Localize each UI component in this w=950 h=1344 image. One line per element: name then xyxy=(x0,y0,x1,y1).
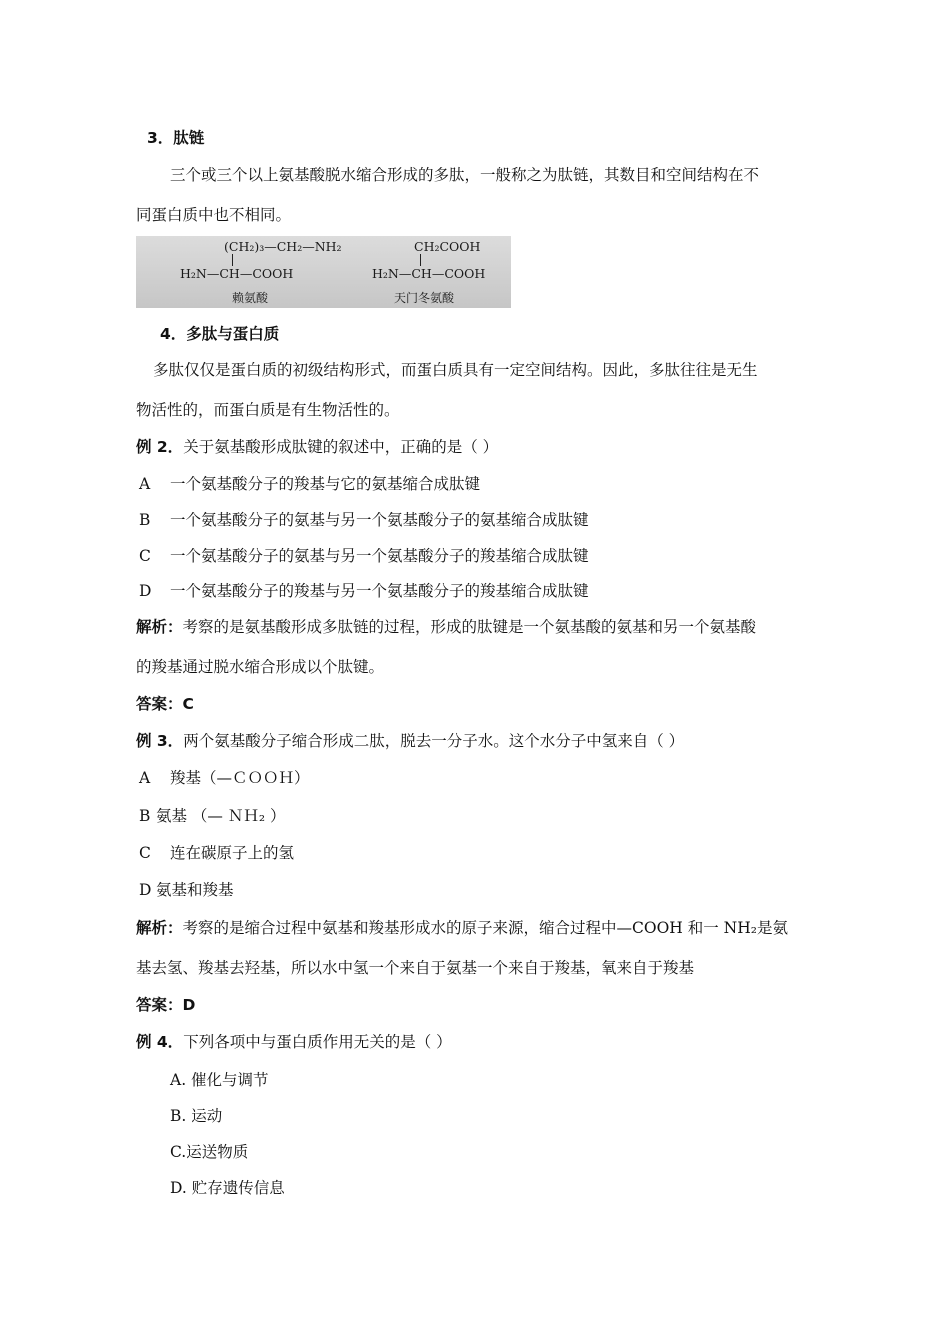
amino-acid-structures-figure xyxy=(136,236,511,308)
aspartate-name: 天门冬氨酸 xyxy=(394,291,455,305)
example-2-answer xyxy=(136,694,194,714)
section-3-paragraph-line-2: 同蛋白质中也不相同。 xyxy=(136,206,292,224)
example-2-question-text: 关于氨基酸形成肽键的叙述中，正确的是（ ） xyxy=(183,438,499,456)
option-letter: D xyxy=(139,582,152,600)
example-3-analysis-line-2: 基去氢、羧基去羟基，所以水中氢一个来自于氨基一个来自于羧基，氧来自于羧基 xyxy=(136,959,695,977)
aspartate-bond-line xyxy=(420,254,421,266)
example-4-option-c: C.运送物质 xyxy=(170,1143,249,1161)
option-text: 羧基（—ＣＯＯＨ） xyxy=(170,769,310,787)
answer-value: D xyxy=(182,996,196,1014)
example-4-option-d: D. 贮存遗传信息 xyxy=(170,1179,285,1197)
section-4-paragraph-line-2: 物活性的，而蛋白质是有生物活性的。 xyxy=(136,401,400,419)
example-3-analysis-line-1 xyxy=(136,918,788,938)
example-2-analysis-line-2: 的羧基通过脱水缩合形成以个肽键。 xyxy=(136,658,385,676)
example-3-question-text: 两个氨基酸分子缩合形成二肽，脱去一分子水。这个水分子中氢来自（ ） xyxy=(183,732,685,750)
option-text: 一个氨基酸分子的氨基与另一个氨基酸分子的氨基缩合成肽键 xyxy=(170,511,589,529)
option-text: 连在碳原子上的氢 xyxy=(170,844,295,862)
example-3-question xyxy=(136,731,684,751)
example-3-option-d xyxy=(139,880,234,900)
option-letter: B xyxy=(139,807,151,825)
example-4-question-text: 下列各项中与蛋白质作用无关的是（ ） xyxy=(183,1033,452,1051)
option-letter: C xyxy=(139,547,151,565)
answer-label: 答案： xyxy=(136,996,183,1014)
lysine-backbone: H₂N—CH—COOH xyxy=(180,266,294,281)
lysine-side-chain: (CH₂)₃—CH₂—NH₂ xyxy=(224,239,342,254)
option-letter: C xyxy=(139,844,151,862)
example-3-option-a xyxy=(139,768,310,788)
option-letter: D xyxy=(139,881,152,899)
example-2-question xyxy=(136,437,498,457)
option-text: 一个氨基酸分子的氨基与另一个氨基酸分子的羧基缩合成肽键 xyxy=(170,547,589,565)
section-3-heading: 3．肽链 xyxy=(147,129,205,147)
example-3-label: 例 3． xyxy=(136,732,184,750)
option-text: 一个氨基酸分子的羧基与另一个氨基酸分子的羧基缩合成肽键 xyxy=(170,582,589,600)
section-3-paragraph-line-1: 三个或三个以上氨基酸脱水缩合形成的多肽，一般称之为肽链，其数目和空间结构在不 xyxy=(170,166,760,184)
option-letter: B xyxy=(139,511,151,529)
example-4-label: 例 4． xyxy=(136,1033,184,1051)
aspartate-side-chain: CH₂COOH xyxy=(414,239,481,254)
section-4-paragraph-line-1: 多肽仅仅是蛋白质的初级结构形式，而蛋白质具有一定空间结构。因此，多肽往往是无生 xyxy=(153,361,758,379)
analysis-text: 考察的是缩合过程中氨基和羧基形成水的原子来源，缩合过程中—COOH 和一 NH₂是氨 xyxy=(182,919,788,937)
answer-label: 答案： xyxy=(136,695,183,713)
analysis-label: 解析： xyxy=(136,618,183,636)
example-3-option-b xyxy=(139,806,286,826)
example-2-option-d xyxy=(139,581,589,601)
option-text: 一个氨基酸分子的羧基与它的氨基缩合成肽键 xyxy=(170,475,481,493)
lysine-name: 赖氨酸 xyxy=(232,291,269,305)
example-2-option-b xyxy=(139,510,589,530)
option-letter: A xyxy=(139,475,151,493)
example-2-option-c xyxy=(139,546,589,566)
section-4-heading: 4．多肽与蛋白质 xyxy=(160,325,280,343)
answer-value: C xyxy=(182,695,194,713)
example-3-option-c xyxy=(139,843,294,863)
lysine-bond-line xyxy=(232,254,233,266)
option-text: 氨基 （— ＮＨ₂ ） xyxy=(156,807,286,825)
example-2-option-a xyxy=(139,474,480,494)
option-letter: A xyxy=(139,769,151,787)
example-2-label: 例 2． xyxy=(136,438,184,456)
analysis-label: 解析： xyxy=(136,919,183,937)
aspartate-backbone: H₂N—CH—COOH xyxy=(372,266,486,281)
analysis-text: 考察的是氨基酸形成多肽链的过程，形成的肽键是一个氨基酸的氨基和另一个氨基酸 xyxy=(182,618,757,636)
example-4-question xyxy=(136,1032,452,1052)
example-4-option-b: B. 运动 xyxy=(170,1107,223,1125)
example-4-option-a: A. 催化与调节 xyxy=(170,1071,269,1089)
example-3-answer xyxy=(136,995,195,1015)
example-2-analysis-line-1 xyxy=(136,617,756,637)
option-text: 氨基和羧基 xyxy=(156,881,234,899)
